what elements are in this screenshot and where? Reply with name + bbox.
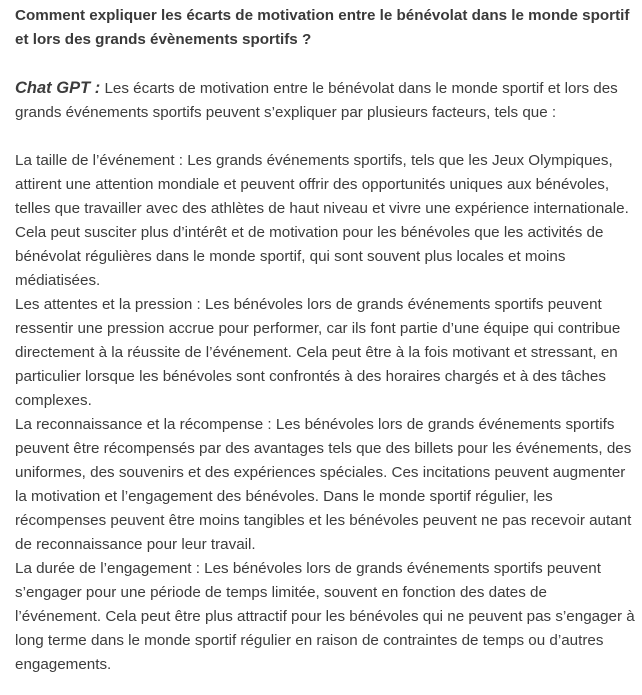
factor-pressure-paragraph: Les attentes et la pression : Les bénévoles lors de grands événements sportifs peuvent ressentir une pression accrue pour performer, car ils font partie d’une équipe qui contribue directement à la réussite de l’événement. Cela peut être à la fois motivant et stressant, en particulier lorsque les bénévoles sont confrontés à des horaires chargés et à des tâches complexes. xyxy=(15,296,621,409)
intro-text: Les écarts de motivation entre le bénévolat dans le monde sportif et lors des grands événements sportifs peuvent s’expliquer par plusieurs facteurs, tels que : xyxy=(15,80,618,121)
answer-intro xyxy=(15,76,636,125)
question-heading: Comment expliquer les écarts de motivation entre le bénévolat dans le monde sportif et lors des grands évènements sportifs ? xyxy=(15,7,630,48)
factor-duration-paragraph: La durée de l’engagement : Les bénévoles lors de grands événements sportifs peuvent s’engager pour une période de temps limitée, souvent en fonction des dates de l’événement. Cela peut être plus attractif pour les bénévoles qui ne peuvent pas s’engager à long terme dans le monde sportif régulier en raison de contraintes de temps ou d’autres engagements. xyxy=(15,560,635,673)
factor-reward-paragraph: La reconnaissance et la récompense : Les bénévoles lors de grands événements sportifs peuvent être récompensés par des avantages tels que des billets pour les événements, des uniformes, des souvenirs et des expériences spéciales. Ces incitations peuvent augmenter la motivation et l’engagement des bénévoles. Dans le monde sportif régulier, les récompenses peuvent être moins tangibles et les bénévoles peuvent ne pas recevoir autant de reconnaissance pour leur travail. xyxy=(15,416,632,553)
speaker-label: Chat GPT : xyxy=(15,79,101,97)
factor-size-paragraph: La taille de l’événement : Les grands événements sportifs, tels que les Jeux Olympiques, attirent une attention mondiale et peuvent offrir des opportunités uniques aux bénévoles, telles que travailler avec des athlètes de haut niveau et vivre une expérience internationale. Cela peut susciter plus d’intérêt et de motivation pour les bénévoles que les activités de bénévolat régulières dans le monde sportif, qui sont souvent plus locales et moins médiatisées. xyxy=(15,152,629,289)
